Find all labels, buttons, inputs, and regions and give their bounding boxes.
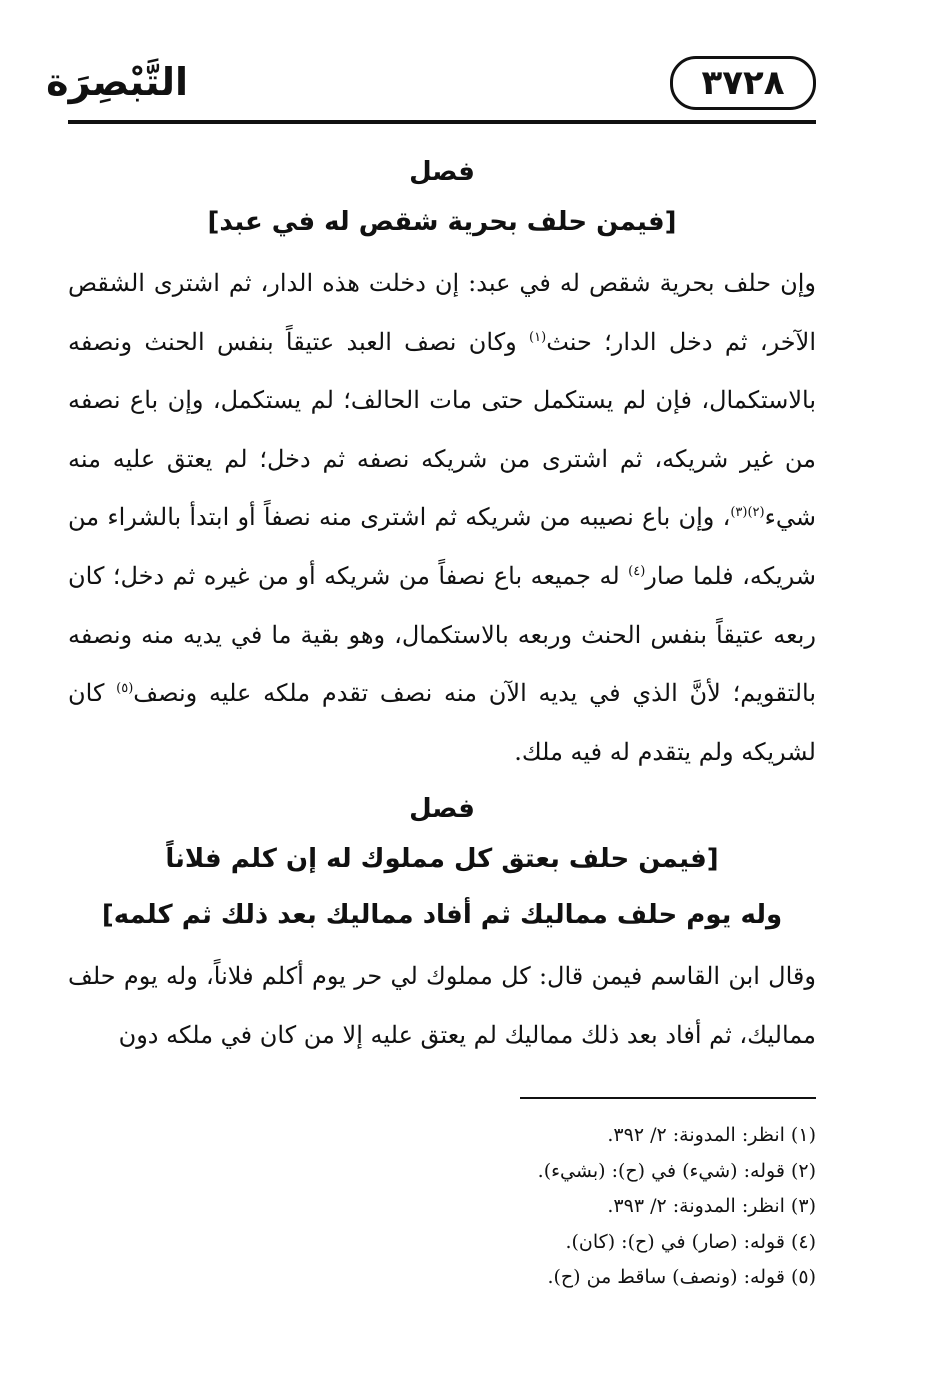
section-heading: فصل — [409, 794, 475, 825]
footnote-ref[interactable]: (١) — [529, 329, 547, 345]
section-subheading: وله يوم حلف مماليك ثم أفاد مماليك بعد ذلك ثم كلمه] — [101, 900, 783, 931]
footnote-item: (٢) قوله: (شيء) في (ح): (بشيء). — [537, 1159, 816, 1182]
page-body — [68, 150, 816, 1065]
paragraph-text: ، وإن باع نصيبه من شريكه ثم اشترى منه نصفاً أو ابتدأ بالشراء من شريكه، فلما صار — [68, 503, 816, 590]
body-paragraph — [68, 254, 816, 781]
paragraph-text: كان لشريكه ولم يتقدم له فيه ملك. — [68, 679, 816, 766]
footnote-ref[interactable]: (٤) — [628, 563, 646, 579]
section-heading: فصل — [409, 157, 475, 187]
body-paragraph: وقال ابن القاسم فيمن قال: كل مملوك لي حر يوم أكلم فلاناً، وله يوم حلف مماليك، ثم أفاد بعد ذلك مماليك لم يعتق عليه إلا من كان في ملكه دون — [68, 962, 816, 1049]
footnote-ref[interactable]: (٢)(٣) — [730, 505, 765, 521]
header-rule — [68, 120, 816, 124]
book-title: التَّبْصِرَة — [46, 60, 188, 104]
paragraph-text: وكان نصف العبد عتيقاً بنفس الحنث ونصفه بالاستكمال، فإن لم يستكمل حتى مات الحالف؛ لم يستكمل، وإن باع نصفه من غير شريكه، ثم اشترى من شريكه نصفه ثم دخل؛ لم يعتق عليه منه شيء — [68, 327, 816, 532]
page-header — [46, 56, 816, 128]
footnote-item: (٤) قوله: (صار) في (ح): (كان). — [565, 1230, 816, 1253]
section-subheading: [فيمن حلف بعتق كل مملوك له إن كلم فلاناً — [165, 844, 719, 875]
page-number: ٣٧٢٨ — [670, 56, 816, 110]
footnote-item: (٥) قوله: (ونصف) ساقط من (ح). — [547, 1266, 816, 1288]
footnotes — [300, 1118, 816, 1296]
paragraph-text: وإن حلف بحرية شقص له في عبد: إن دخلت هذه الدار، ثم اشترى الشقص الآخر، ثم دخل الدار؛ حنث — [68, 269, 817, 356]
footnote-ref[interactable]: (٥) — [116, 681, 134, 697]
footnote-item: (١) انظر: المدونة: ٢/ ٣٩٢. — [607, 1124, 816, 1146]
paragraph-text: له جميعه باع نصفاً من شريكه أو من غيره ثم دخل؛ كان ربعه عتيقاً بنفس الحنث وربعه بالاستكمال، وهو بقية ما في يديه منه ونصفه بالتقويم؛ لأنَّ الذي في يديه الآن منه نصف تقدم ملكه عليه ونصف — [68, 561, 817, 708]
footnote-item: (٣) انظر: المدونة: ٢/ ٣٩٣. — [607, 1195, 816, 1217]
section-subheading: [فيمن حلف بحرية شقص له في عبد] — [207, 207, 677, 237]
footnote-divider — [520, 1097, 816, 1099]
